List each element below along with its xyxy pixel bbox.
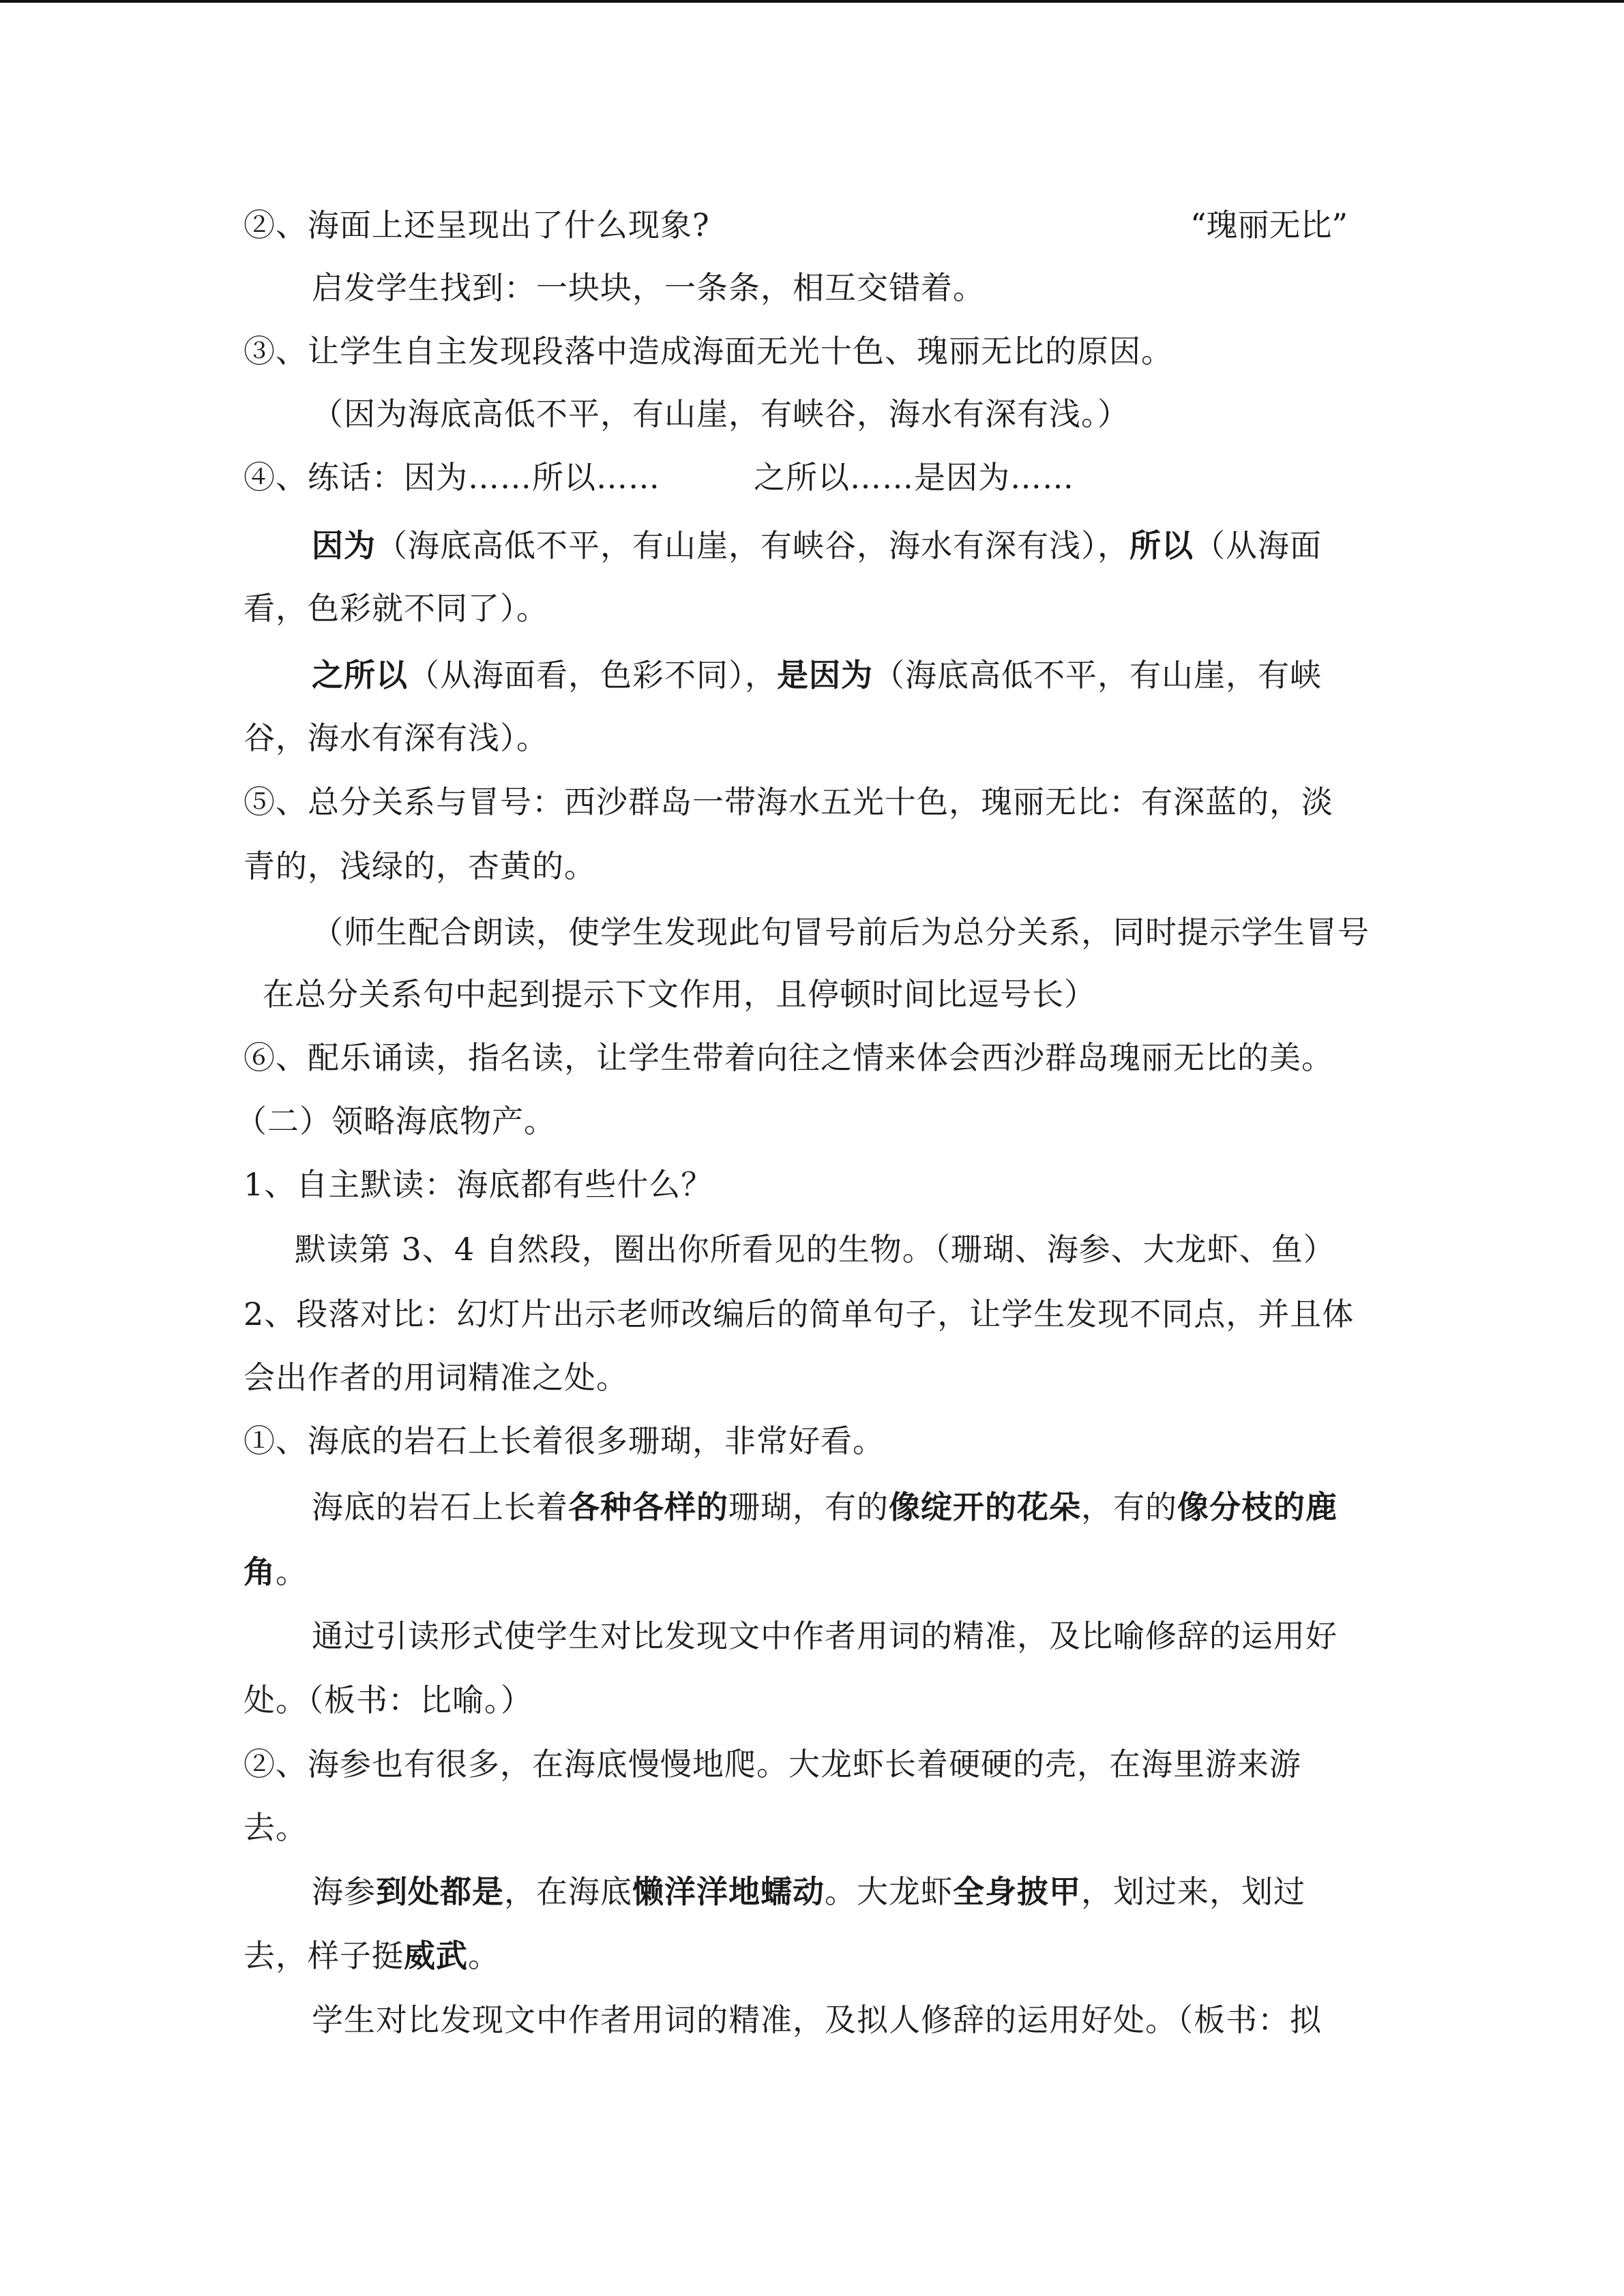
text-line bbox=[243, 1357, 628, 1398]
bold-phrase: 威武 bbox=[404, 1937, 468, 1974]
text-segment: （海底高低不平，有山崖，有峡 bbox=[873, 657, 1322, 694]
text-segment: 谷，海水有深有浅）。 bbox=[243, 719, 548, 756]
text-line bbox=[243, 205, 710, 245]
text-segment: 。 bbox=[276, 1553, 308, 1590]
text-line bbox=[243, 588, 548, 629]
text-segment: 启发学生找到：一块块，一条条，相互交错着。 bbox=[312, 269, 985, 306]
text-line bbox=[243, 1294, 1354, 1335]
text-segment: 在总分关系句中起到提示下文作用，且停顿时间比逗号长） bbox=[263, 976, 1096, 1013]
text-line bbox=[312, 912, 1370, 953]
side-note: “瑰丽无比” bbox=[1190, 207, 1348, 243]
text-segment: ③、让学生自主发现段落中造成海面无光十色、瑰丽无比的原因。 bbox=[243, 333, 1173, 370]
text-line bbox=[243, 846, 596, 886]
text-segment: ⑥、配乐诵读，指名读，让学生带着向往之情来体会西沙群岛瑰丽无比的美。 bbox=[243, 1039, 1333, 1076]
section-heading bbox=[235, 1101, 556, 1142]
text-line bbox=[312, 525, 1322, 566]
text-line bbox=[243, 1551, 308, 1592]
text-segment: ④、练话：因为……所以…… bbox=[243, 459, 660, 496]
text-segment: ⑤、总分关系与冒号：西沙群岛一带海水五光十色，瑰丽无比：有深蓝的，淡 bbox=[243, 784, 1333, 820]
bold-phrase: 到处都是 bbox=[376, 1873, 504, 1910]
text-segment: 通过引读形式使学生对比发现文中作者用词的精准，及比喻修辞的运用好 bbox=[312, 1617, 1338, 1654]
bold-phrase: 各种各样的 bbox=[568, 1489, 728, 1525]
text-line bbox=[312, 1615, 1338, 1656]
bold-phrase: 全身披甲 bbox=[953, 1873, 1081, 1910]
bold-phrase: 是因为 bbox=[777, 657, 873, 694]
text-segment: （从海面看，色彩不同）， bbox=[408, 657, 777, 694]
text-segment: ②、海参也有很多，在海底慢慢地爬。大龙虾长着硬硬的壳，在海里游来游 bbox=[243, 1746, 1301, 1783]
text-line bbox=[243, 1744, 1301, 1785]
text-segment: 看，色彩就不同了）。 bbox=[243, 590, 548, 627]
text-line bbox=[243, 1680, 533, 1720]
text-segment: 2、段落对比：幻灯片出示老师改编后的简单句子，让学生发现不同点，并且体 bbox=[243, 1296, 1355, 1332]
text-line bbox=[312, 1487, 1338, 1527]
text-line bbox=[312, 393, 1130, 434]
bold-phrase: 角 bbox=[243, 1553, 276, 1590]
text-line bbox=[295, 1229, 1335, 1270]
text-line bbox=[312, 267, 985, 308]
text-segment: 学生对比发现文中作者用词的精准，及拟人修辞的运用好处。（板书：拟 bbox=[312, 2001, 1322, 2038]
text-line bbox=[243, 717, 548, 758]
text-line bbox=[243, 1164, 713, 1205]
text-segment: 处。（板书：比喻。） bbox=[243, 1682, 533, 1718]
text-line bbox=[243, 1420, 885, 1461]
text-line bbox=[243, 1037, 1333, 1078]
inline-note: 之所以……是因为…… bbox=[754, 459, 1074, 496]
text-segment: ，在海底 bbox=[504, 1873, 632, 1910]
text-segment: 。大龙虾 bbox=[825, 1873, 953, 1910]
text-segment: 青的，浅绿的，杏黄的。 bbox=[243, 848, 596, 884]
text-line bbox=[243, 781, 1333, 822]
text-segment: 会出作者的用词精准之处。 bbox=[243, 1359, 628, 1396]
bold-phrase: 因为 bbox=[312, 527, 376, 564]
text-line bbox=[243, 457, 660, 498]
text-segment: 海底的岩石上长着 bbox=[312, 1489, 568, 1525]
text-line bbox=[243, 1807, 308, 1848]
text-line bbox=[263, 974, 1096, 1015]
text-segment: 去。 bbox=[243, 1809, 308, 1846]
text-segment: 珊瑚，有的 bbox=[728, 1489, 889, 1525]
text-segment: ，划过来，划过 bbox=[1081, 1873, 1305, 1910]
bold-phrase: 所以 bbox=[1130, 527, 1194, 564]
text-line bbox=[312, 655, 1322, 696]
text-segment: 海参 bbox=[312, 1873, 376, 1910]
text-segment: 默读第 3、4 自然段，圈出你所看见的生物。（珊瑚、海参、大龙虾、鱼） bbox=[295, 1231, 1335, 1268]
text-segment: （师生配合朗读，使学生发现此句冒号前后为总分关系，同时提示学生冒号 bbox=[312, 914, 1370, 951]
bold-phrase: 懒洋洋地蠕动 bbox=[632, 1873, 825, 1910]
text-line bbox=[312, 1999, 1322, 2040]
text-segment: （海底高低不平，有山崖，有峡谷，海水有深有浅）， bbox=[376, 527, 1130, 564]
text-segment: （二）领略海底物产。 bbox=[235, 1103, 556, 1139]
text-segment: （从海面 bbox=[1194, 527, 1322, 564]
text-line bbox=[243, 331, 1173, 372]
text-segment: ②、海面上还呈现出了什么现象? bbox=[243, 207, 710, 243]
text-segment: ①、海底的岩石上长着很多珊瑚，非常好看。 bbox=[243, 1422, 885, 1459]
text-segment: 去，样子挺 bbox=[243, 1937, 404, 1974]
text-segment: 1、自主默读：海底都有些什么？ bbox=[243, 1166, 713, 1203]
text-segment: （因为海底高低不平，有山崖，有峡谷，海水有深有浅。） bbox=[312, 396, 1130, 432]
text-line bbox=[243, 1935, 500, 1976]
text-segment: 。 bbox=[468, 1937, 500, 1974]
bold-phrase: 之所以 bbox=[312, 657, 408, 694]
bold-phrase: 像分枝的鹿 bbox=[1177, 1489, 1338, 1525]
bold-phrase: 像绽开的花朵 bbox=[889, 1489, 1081, 1525]
text-segment: ，有的 bbox=[1081, 1489, 1177, 1525]
text-line bbox=[312, 1871, 1305, 1912]
